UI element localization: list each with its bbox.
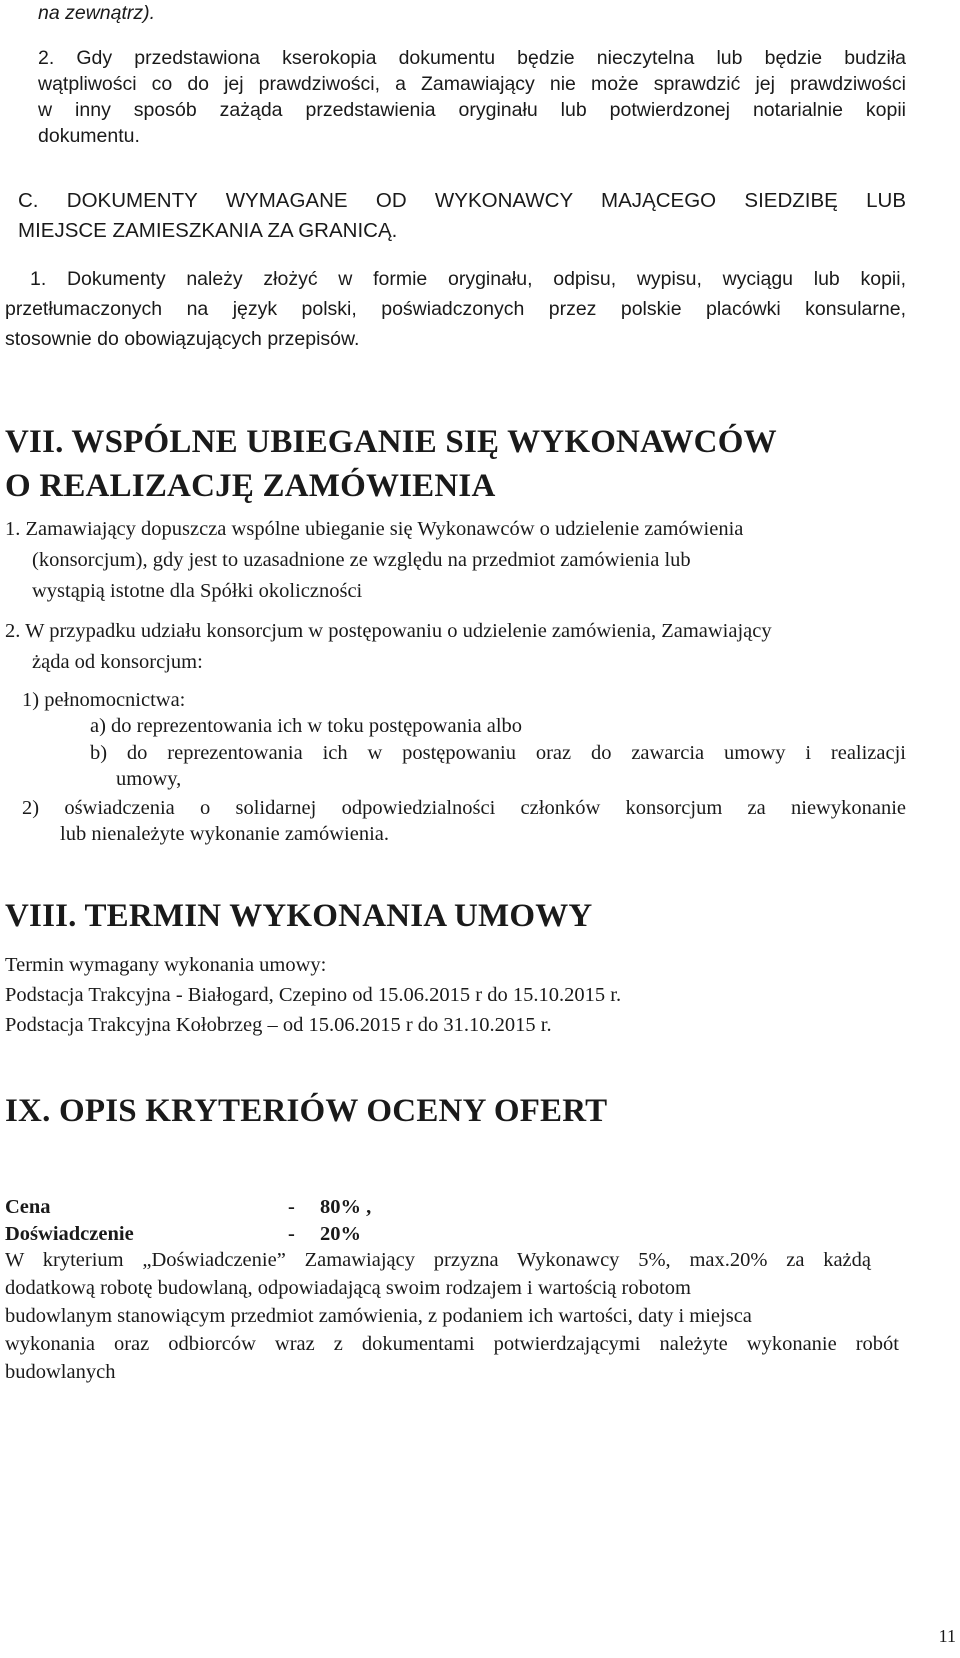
vii-item1-line: (konsorcjum), gdy jest to uzasadnione ze względu na przedmiot zamówienia lub [32,549,691,571]
section-viii-title: VIII. TERMIN WYKONANIA UMOWY [5,898,593,934]
b-item2-line: 2. Gdy przedstawiona kserokopia dokumentu będzie nieczytelna lub będzie budziła [38,47,906,69]
viii-line: Podstacja Trakcyjna Kołobrzeg – od 15.06.2015 r do 31.10.2015 r. [5,1014,552,1036]
vii-item2-line: żąda od konsorcjum: [32,651,203,673]
section-c-title: C. DOKUMENTY WYMAGANE OD WYKONAWCY MAJĄCEGO SIEDZIBĘ LUB [18,189,906,212]
section-vii-title: O REALIZACJĘ ZAMÓWIENIA [5,468,496,504]
top-fragment: na zewnątrz). [38,2,156,24]
ix-paragraph-line: wykonania oraz odbiorców wraz z dokumentami potwierdzającymi należyte wykonanie robót [5,1333,899,1355]
section-vii-title: VII. WSPÓLNE UBIEGANIE SIĘ WYKONAWCÓW [5,424,777,460]
vii-sub1a: a) do reprezentowania ich w toku postępowania albo [90,715,523,737]
ix-paragraph-line: W kryterium „Doświadczenie” Zamawiający przyzna Wykonawcy 5%, max.20% za każdą [5,1249,871,1271]
section-c-title: MIEJSCE ZAMIESZKANIA ZA GRANICĄ. [18,219,398,242]
criterion-dash: - [288,1223,295,1245]
criterion-value: 20% [320,1223,361,1245]
vii-sub1b: umowy, [116,768,182,790]
page-number: 11 [938,1626,956,1646]
viii-line: Podstacja Trakcyjna - Białogard, Czepino od 15.06.2015 r do 15.10.2015 r. [5,984,622,1006]
vii-item1-line: 1. Zamawiający dopuszcza wspólne ubieganie się Wykonawców o udzielenie zamówienia [5,518,744,540]
b-item2-line: w inny sposób zażąda przedstawienia oryginału lub potwierdzonej notarialnie kopii [38,99,906,121]
criterion-value: 80% , [320,1196,372,1218]
c-item1-line: 1. Dokumenty należy złożyć w formie oryginału, odpisu, wypisu, wyciągu lub kopii, [30,268,906,290]
ix-paragraph-line: budowlanych [5,1361,116,1383]
criterion-name: Cena [5,1196,51,1218]
c-item1-line: stosownie do obowiązujących przepisów. [5,328,360,350]
vii-sub2: 2) oświadczenia o solidarnej odpowiedzialności członków konsorcjum za niewykonanie [22,797,906,819]
viii-line: Termin wymagany wykonania umowy: [5,954,327,976]
vii-item1-line: wystąpią istotne dla Spółki okoliczności [32,580,363,602]
vii-sub2: lub nienależyte wykonanie zamówienia. [60,823,390,845]
b-item2-line: dokumentu. [38,125,140,147]
criterion-name: Doświadczenie [5,1223,134,1245]
vii-sub1-label: 1) pełnomocnictwa: [22,689,186,711]
b-item2-line: wątpliwości co do jej prawdziwości, a Zamawiający nie może sprawdzić jej prawdziwości [38,73,906,95]
ix-paragraph-line: dodatkową robotę budowlaną, odpowiadającą swoim rodzajem i wartością robotom [5,1277,691,1299]
vii-sub1b: b) do reprezentowania ich w postępowaniu oraz do zawarcia umowy i realizacji [90,742,906,764]
vii-item2-line: 2. W przypadku udziału konsorcjum w postępowaniu o udzielenie zamówienia, Zamawiający [5,620,772,642]
section-ix-title: IX. OPIS KRYTERIÓW OCENY OFERT [5,1093,608,1129]
criterion-dash: - [288,1196,295,1218]
ix-paragraph-line: budowlanym stanowiącym przedmiot zamówienia, z podaniem ich wartości, daty i miejsca [5,1305,752,1327]
c-item1-line: przetłumaczonych na język polski, poświadczonych przez polskie placówki konsularne, [5,298,906,320]
